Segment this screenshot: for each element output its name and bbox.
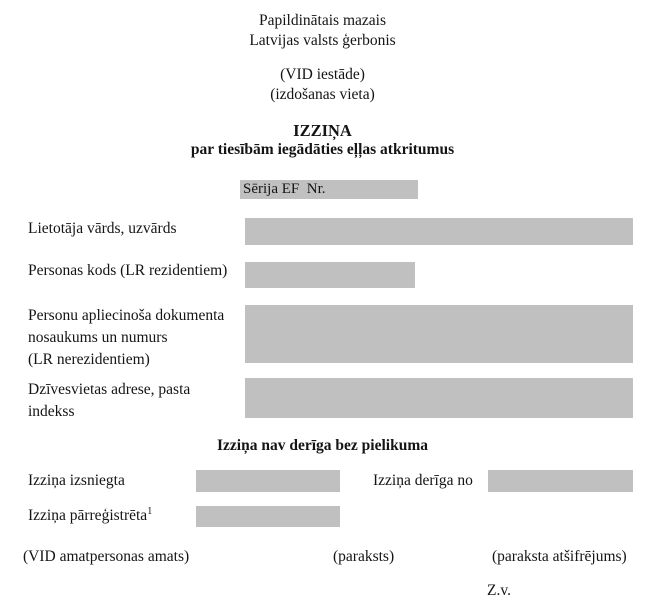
reregistered-date-label: Izziņa pārreģistrēta$^1$	[28, 505, 153, 524]
seal-mark-label: Z.v.	[487, 582, 511, 599]
signature-name-label: (paraksta atšifrējums)	[492, 548, 627, 565]
series-number-field[interactable]	[240, 180, 418, 199]
certificate-subtitle: par tiesībām iegādāties eļļas atkritumus	[190, 141, 455, 158]
issued-date-label: Izziņa izsniegta	[28, 472, 125, 489]
issuing-authority-label: (VID iestāde)	[280, 66, 365, 83]
issuing-place-label: (izdošanas vieta)	[270, 86, 375, 103]
reregistered-date-field[interactable]	[196, 506, 340, 527]
official-position-label: (VID amatpersonas amats)	[23, 548, 190, 565]
series-field-label: Sērija EF Nr.	[243, 181, 326, 197]
user-name-label: Lietotāja vārds, uzvārds	[28, 220, 177, 237]
footnote-marker: 1	[147, 505, 153, 517]
address-label-line-1: Dzīvesvietas adrese, pasta	[28, 381, 191, 398]
personal-code-field[interactable]	[245, 262, 415, 288]
user-name-field[interactable]	[245, 218, 633, 245]
address-field[interactable]	[245, 378, 633, 418]
id-document-label-line-2: nosaukums un numurs	[28, 329, 168, 346]
personal-code-label: Personas kods (LR rezidentiem)	[28, 262, 228, 279]
signature-label: (paraksts)	[333, 548, 395, 565]
valid-from-date-label: Izziņa derīga no	[373, 472, 473, 489]
certificate-title: IZZIŅA	[293, 121, 352, 140]
address-label-line-2: indekss	[28, 403, 75, 420]
id-document-label-line-3: (LR nerezidentiem)	[28, 351, 150, 368]
id-document-field[interactable]	[245, 305, 633, 363]
valid-from-date-field[interactable]	[488, 470, 633, 492]
id-document-label-line-1: Personu apliecinoša dokumenta	[28, 307, 225, 324]
emblem-note-line-1: Papildinātais mazais	[259, 12, 386, 29]
emblem-note-line-2: Latvijas valsts ģerbonis	[249, 32, 396, 49]
validity-note: Izziņa nav derīga bez pielikuma	[217, 437, 428, 454]
issued-date-field[interactable]	[196, 470, 340, 492]
